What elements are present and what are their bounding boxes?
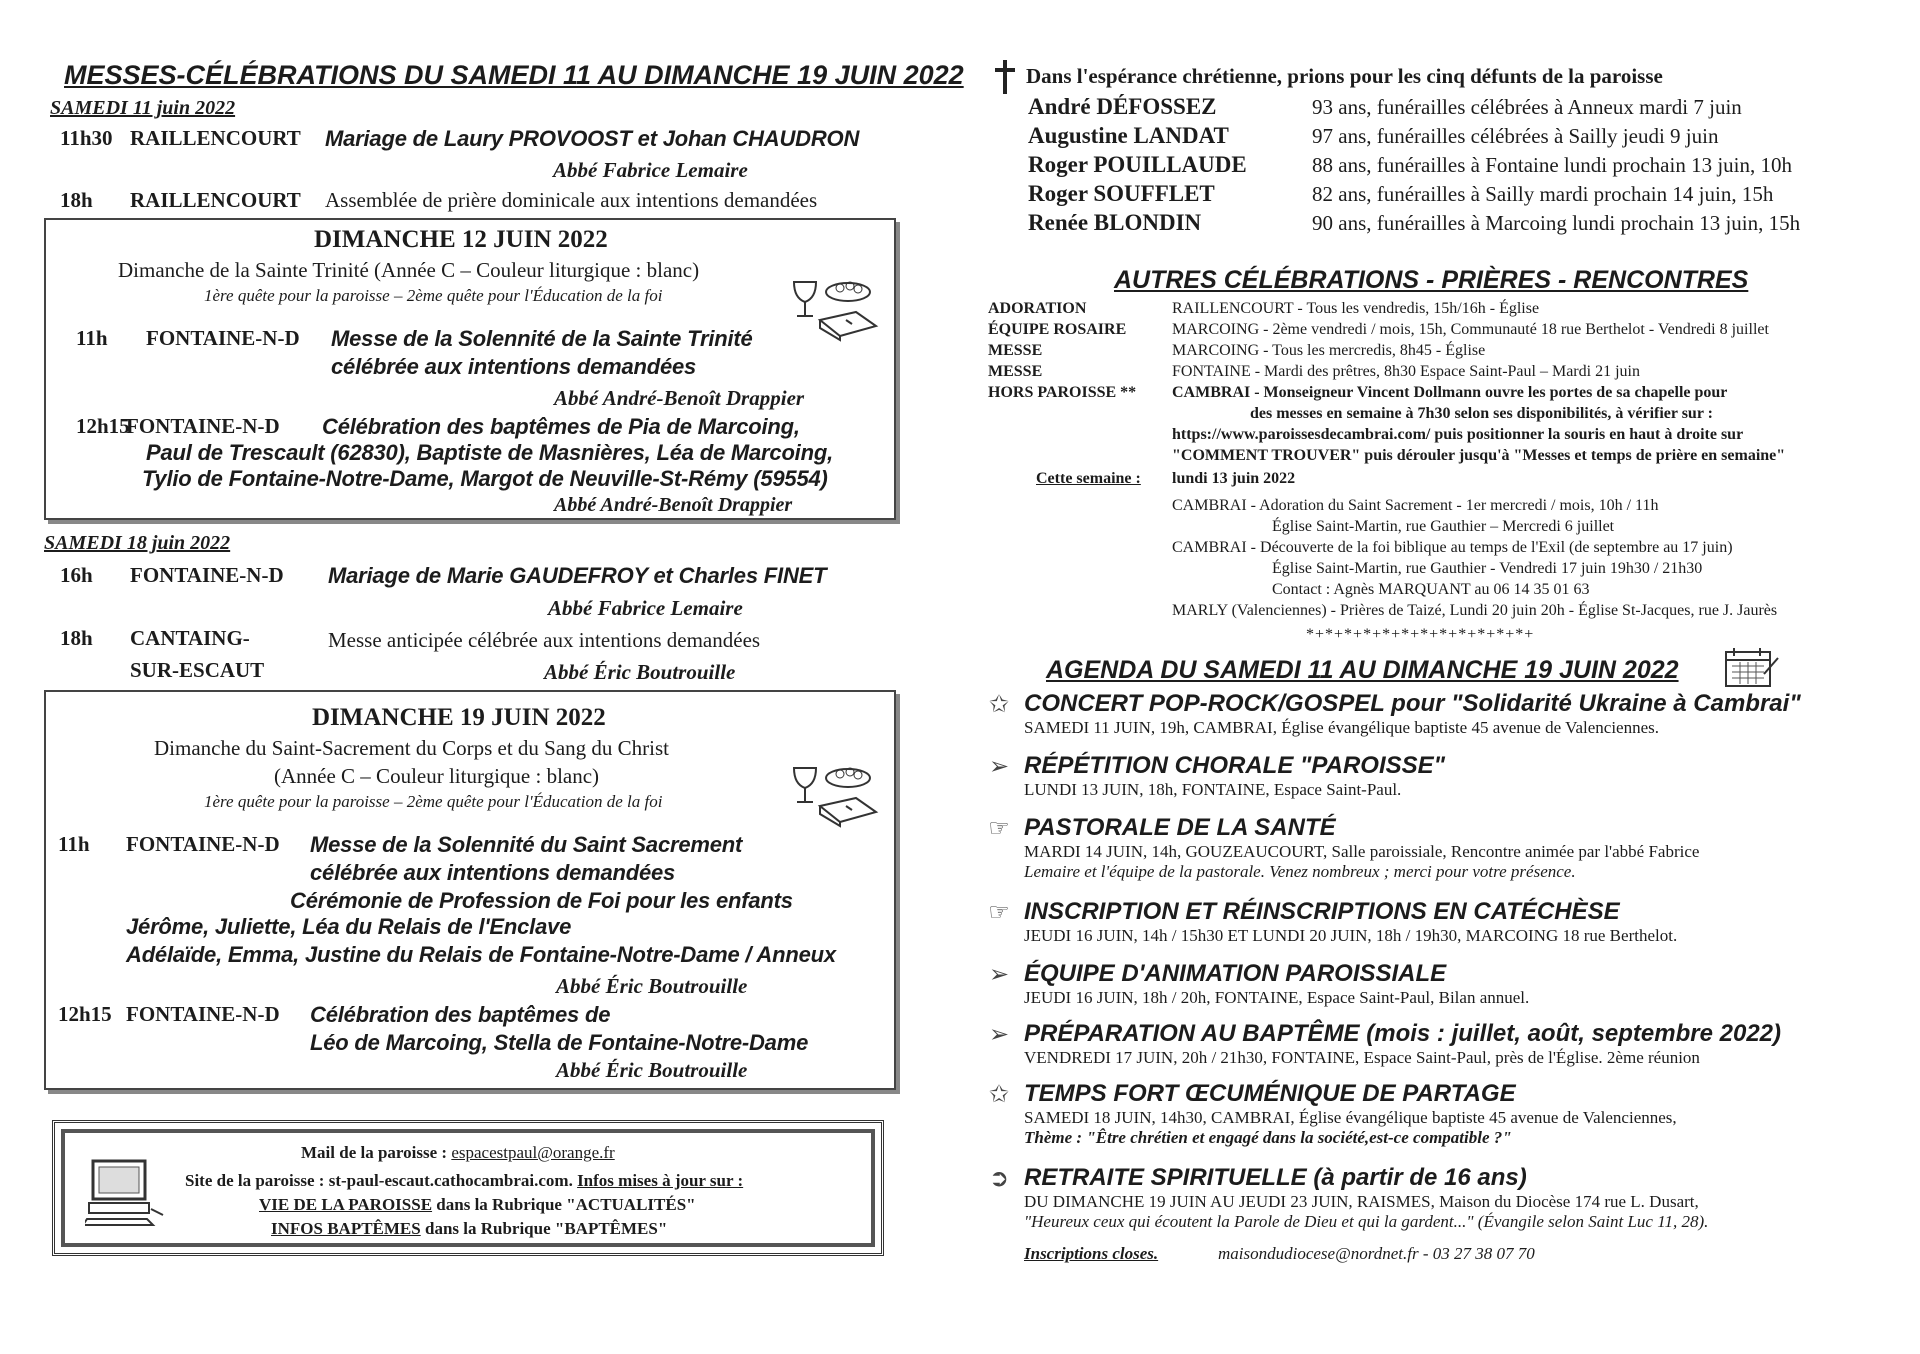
event-desc: Messe anticipée célébrée aux intentions demandées <box>328 628 761 652</box>
celebrant: Abbé Éric Boutrouille <box>556 974 748 998</box>
event-desc: Mariage de Marie GAUDEFROY et Charles FINET <box>328 563 827 588</box>
autre-label: MESSE <box>988 342 1043 359</box>
arrow-icon: ➢ <box>988 754 1010 780</box>
mail-label: Mail de la paroisse : <box>301 1143 448 1162</box>
event-desc: Messe de la Solennité du Saint Sacrement <box>310 832 743 857</box>
marly-line: MARLY (Valenciennes) - Prières de Taizé, Lundi 20 juin 20h - Église St-Jacques, rue J. Jaurès <box>1172 602 1778 619</box>
chalice-bread-bible-icon <box>790 276 880 348</box>
calendar-icon <box>1722 644 1782 690</box>
autre-value: FONTAINE - Mardi des prêtres, 8h30 Espace Saint-Paul – Mardi 21 juin <box>1172 363 1640 380</box>
box-subtitle: Dimanche du Saint-Sacrement du Corps et du Sang du Christ <box>154 736 670 760</box>
cambrai-line: CAMBRAI - Découverte de la foi biblique au temps de l'Exil (de septembre au 17 juin) <box>1172 539 1733 556</box>
agenda-item <box>984 814 1884 882</box>
agenda-item-line: JEUDI 16 JUIN, 18h / 20h, FONTAINE, Espace Saint-Paul, Bilan annuel. <box>1024 988 1530 1007</box>
agenda-item-line: VENDREDI 17 JUIN, 20h / 21h30, FONTAINE, Espace Saint-Paul, près de l'Église. 2ème réunion <box>1024 1048 1700 1067</box>
day-heading-saturday-18: SAMEDI 18 juin 2022 <box>44 532 231 554</box>
agenda-item-title: TEMPS FORT ŒCUMÉNIQUE DE PARTAGE <box>1024 1080 1516 1107</box>
event-desc: célébrée aux intentions demandées <box>331 354 697 379</box>
event-place: RAILLENCOURT <box>130 126 301 150</box>
vie-rubrique: dans la Rubrique "ACTUALITÉS" <box>436 1195 696 1214</box>
sunday-12-box <box>44 218 896 520</box>
event-desc: Paul de Trescault (62830), Baptiste de Masnières, Léa de Marcoing, <box>146 440 833 465</box>
agenda-item-title: PASTORALE DE LA SANTÉ <box>1024 814 1336 841</box>
chalice-bread-bible-icon <box>790 762 880 834</box>
agenda-item-line: JEUDI 16 JUIN, 14h / 15h30 ET LUNDI 20 JUIN, 18h / 19h30, MARCOING 18 rue Berthelot. <box>1024 926 1678 945</box>
cross-icon <box>992 58 1018 96</box>
agenda-item-title: RETRAITE SPIRITUELLE (à partir de 16 ans) <box>1024 1164 1527 1191</box>
defunt-info: 97 ans, funérailles célébrées à Sailly jeudi 9 juin <box>1312 124 1719 148</box>
site-label: Site de la paroisse : st-paul-escaut.cathocambrai.com. <box>185 1171 573 1190</box>
hors-label: HORS PAROISSE ** <box>988 384 1137 401</box>
event-time: 11h <box>76 326 108 350</box>
event-desc: Tylio de Fontaine-Notre-Dame, Margot de Neuville-St-Rémy (59554) <box>142 466 828 491</box>
defunts-title: Dans l'espérance chrétienne, prions pour les cinq défunts de la paroisse <box>1026 64 1663 88</box>
box-title: DIMANCHE 12 JUIN 2022 <box>314 226 608 253</box>
autre-label: ÉQUIPE ROSAIRE <box>988 321 1127 338</box>
defunt-name: Renée BLONDIN <box>1028 210 1202 235</box>
event-place: FONTAINE-N-D <box>126 414 280 438</box>
computer-icon <box>85 1157 169 1229</box>
defunt-name: André DÉFOSSEZ <box>1028 94 1217 119</box>
event-place: FONTAINE-N-D <box>126 1002 280 1026</box>
autre-value: RAILLENCOURT - Tous les vendredis, 15h/16h - Église <box>1172 300 1540 317</box>
contact-box <box>52 1120 884 1256</box>
agenda-item <box>984 1164 1884 1232</box>
event-place: FONTAINE-N-D <box>146 326 300 350</box>
box-title: DIMANCHE 19 JUIN 2022 <box>312 704 606 731</box>
event-desc: Messe de la Solennité de la Sainte Trinité <box>331 326 753 351</box>
agenda-item-title: ÉQUIPE D'ANIMATION PAROISSIALE <box>1024 960 1447 987</box>
semaine-value: lundi 13 juin 2022 <box>1172 470 1296 487</box>
agenda-item <box>984 1020 1884 1068</box>
agenda-item-line: MARDI 14 JUIN, 14h, GOUZEAUCOURT, Salle paroissiale, Rencontre animée par l'abbé Fabrice <box>1024 842 1700 861</box>
event-desc: Célébration des baptêmes de <box>310 1002 611 1027</box>
defunt-info: 93 ans, funérailles célébrées à Anneux mardi 7 juin <box>1312 95 1742 119</box>
diocese-contact[interactable]: maisondudiocese@nordnet.fr - 03 27 38 07 70 <box>1218 1244 1535 1263</box>
agenda-item-title: CONCERT POP-ROCK/GOSPEL pour "Solidarité Ukraine à Cambrai" <box>1024 690 1801 717</box>
autre-value: MARCOING - Tous les mercredis, 8h45 - Église <box>1172 342 1486 359</box>
box-subtitle: Dimanche de la Sainte Trinité (Année C – Couleur liturgique : blanc) <box>118 258 700 282</box>
event-place: FONTAINE-N-D <box>126 832 280 856</box>
agenda-item-line: DU DIMANCHE 19 JUIN AU JEUDI 23 JUIN, RAISMES, Maison du Diocèse 174 rue L. Dusart, <box>1024 1192 1699 1211</box>
event-time: 12h15 <box>76 414 130 438</box>
event-time: 16h <box>60 563 93 587</box>
event-desc: Léo de Marcoing, Stella de Fontaine-Notre-Dame <box>310 1030 809 1055</box>
event-desc: célébrée aux intentions demandées <box>310 860 676 885</box>
mail-link[interactable]: espacestpaul@orange.fr <box>451 1143 615 1162</box>
quete-note: 1ère quête pour la paroisse – 2ème quête pour l'Éducation de la foi <box>204 792 663 811</box>
event-time: 11h30 <box>60 126 113 150</box>
day-heading-saturday-11: SAMEDI 11 juin 2022 <box>50 97 236 119</box>
autre-value: MARCOING - 2ème vendredi / mois, 15h, Communauté 18 rue Berthelot - Vendredi 8 juillet <box>1172 321 1769 338</box>
celebrant: Abbé Éric Boutrouille <box>544 660 736 684</box>
agenda-item <box>984 752 1884 800</box>
event-place: RAILLENCOURT <box>130 188 301 212</box>
celebrant: Abbé André-Benoît Drappier <box>554 386 805 410</box>
defunt-info: 90 ans, funérailles à Marcoing lundi prochain 13 juin, 15h <box>1312 211 1801 235</box>
event-desc: Jérôme, Juliette, Léa du Relais de l'Enclave <box>126 914 572 939</box>
baptemes-rubrique: dans la Rubrique "BAPTÊMES" <box>424 1219 668 1238</box>
hors-line: CAMBRAI - Monseigneur Vincent Dollmann ouvre les portes de sa chapelle pour <box>1172 384 1728 401</box>
agenda-item <box>984 898 1884 946</box>
arrow-icon: ➢ <box>988 1022 1010 1048</box>
cambrai-line: Église Saint-Martin, rue Gauthier – Mercredi 6 juillet <box>1272 518 1615 535</box>
event-desc: Adélaïde, Emma, Justine du Relais de Fontaine-Notre-Dame / Anneux <box>126 942 836 967</box>
event-time: 18h <box>60 626 93 650</box>
agenda-item <box>984 690 1884 738</box>
event-place: SUR-ESCAUT <box>130 658 265 682</box>
cambrai-contact: Contact : Agnès MARQUANT au 06 14 35 01 63 <box>1272 581 1590 598</box>
cambrai-line: CAMBRAI - Adoration du Saint Sacrement - 1er mercredi / mois, 10h / 11h <box>1172 497 1659 514</box>
defunt-info: 82 ans, funérailles à Sailly mardi prochain 14 juin, 15h <box>1312 182 1774 206</box>
agenda-item-line: SAMEDI 11 JUIN, 19h, CAMBRAI, Église évangélique baptiste 45 avenue de Valenciennes. <box>1024 718 1660 737</box>
agenda-item-line: Thème : "Être chrétien et engagé dans la société,est-ce compatible ?" <box>1024 1128 1512 1147</box>
event-place: CANTAING- <box>130 626 250 650</box>
celebrant: Abbé Fabrice Lemaire <box>548 596 743 620</box>
infos-baptemes-link[interactable]: INFOS BAPTÊMES <box>271 1219 421 1238</box>
event-time: 11h <box>58 832 90 856</box>
arrow-icon: ➢ <box>988 962 1010 988</box>
hors-line: des messes en semaine à 7h30 selon ses disponibilités, à vérifier sur : <box>1250 405 1713 422</box>
event-time: 12h15 <box>58 1002 112 1026</box>
autre-label: MESSE <box>988 363 1043 380</box>
agenda-item <box>984 960 1884 1008</box>
celebrant: Abbé André-Benoît Drappier <box>554 494 793 516</box>
hand-icon: ☞ <box>988 816 1010 842</box>
agenda-item-line: SAMEDI 18 JUIN, 14h30, CAMBRAI, Église évangélique baptiste 45 avenue de Valenciennes, <box>1024 1108 1677 1127</box>
agenda-item <box>984 1080 1884 1148</box>
agenda-title: AGENDA DU SAMEDI 11 AU DIMANCHE 19 JUIN 2022 <box>1046 656 1679 684</box>
defunt-name: Augustine LANDAT <box>1028 123 1229 148</box>
box-subtitle: (Année C – Couleur liturgique : blanc) <box>274 764 600 788</box>
celebrant: Abbé Fabrice Lemaire <box>553 158 748 182</box>
hand-icon: ☞ <box>988 900 1010 926</box>
separator-stars: *+*+*+*+*+*+*+*+*+*+*+*+ <box>1306 626 1535 643</box>
celebrant: Abbé Éric Boutrouille <box>556 1058 748 1082</box>
semaine-label: Cette semaine : <box>1036 470 1141 487</box>
agenda-item-line: "Heureux ceux qui écoutent la Parole de Dieu et qui la gardent..." (Évangile selon Saint Luc 11, 28). <box>1024 1212 1709 1231</box>
agenda-item-title: PRÉPARATION AU BAPTÊME (mois : juillet, août, septembre 2022) <box>1024 1020 1782 1047</box>
quete-note: 1ère quête pour la paroisse – 2ème quête pour l'Éducation de la foi <box>204 286 663 305</box>
sunday-19-box <box>44 690 896 1090</box>
event-desc: Mariage de Laury PROVOOST et Johan CHAUDRON <box>325 126 860 151</box>
event-desc: Assemblée de prière dominicale aux intentions demandées <box>325 188 818 212</box>
event-desc: Célébration des baptêmes de Pia de Marcoing, <box>322 414 800 439</box>
agenda-item-title: RÉPÉTITION CHORALE "PAROISSE" <box>1024 752 1446 779</box>
star-icon: ✩ <box>988 692 1010 718</box>
cambrai-line: Église Saint-Martin, rue Gauthier - Vendredi 17 juin 19h30 / 21h30 <box>1272 560 1703 577</box>
defunt-name: Roger POUILLAUDE <box>1028 152 1247 177</box>
event-time: 18h <box>60 188 93 212</box>
defunt-info: 88 ans, funérailles à Fontaine lundi prochain 13 juin, 10h <box>1312 153 1792 177</box>
hors-line-url[interactable]: https://www.paroissesdecambrai.com/ puis positionner la souris en haut à droite sur <box>1172 426 1744 443</box>
autre-label: ADORATION <box>988 300 1087 317</box>
star-icon: ✩ <box>988 1082 1010 1108</box>
inscriptions-closes: Inscriptions closes. <box>1024 1244 1159 1263</box>
event-place: FONTAINE-N-D <box>130 563 284 587</box>
defunt-name: Roger SOUFFLET <box>1028 181 1215 206</box>
vie-paroisse-link[interactable]: VIE DE LA PAROISSE <box>259 1195 433 1214</box>
agenda-item-line: LUNDI 13 JUIN, 18h, FONTAINE, Espace Saint-Paul. <box>1024 780 1402 799</box>
infos-label: Infos mises à jour sur : <box>577 1171 744 1190</box>
hors-line: "COMMENT TROUVER" puis dérouler jusqu'à "Messes et temps de prière en semaine" <box>1172 447 1786 464</box>
event-desc: Cérémonie de Profession de Foi pour les enfants <box>290 888 793 913</box>
agenda-item-line: Lemaire et l'équipe de la pastorale. Venez nombreux ; merci pour votre présence. <box>1024 862 1576 881</box>
arrow-icon: ➲ <box>988 1166 1010 1192</box>
page-title: MESSES-CÉLÉBRATIONS DU SAMEDI 11 AU DIMANCHE 19 JUIN 2022 <box>64 60 964 90</box>
agenda-item-title: INSCRIPTION ET RÉINSCRIPTIONS EN CATÉCHÈSE <box>1024 898 1620 925</box>
autres-title: AUTRES CÉLÉBRATIONS - PRIÈRES - RENCONTRES <box>1114 266 1749 294</box>
